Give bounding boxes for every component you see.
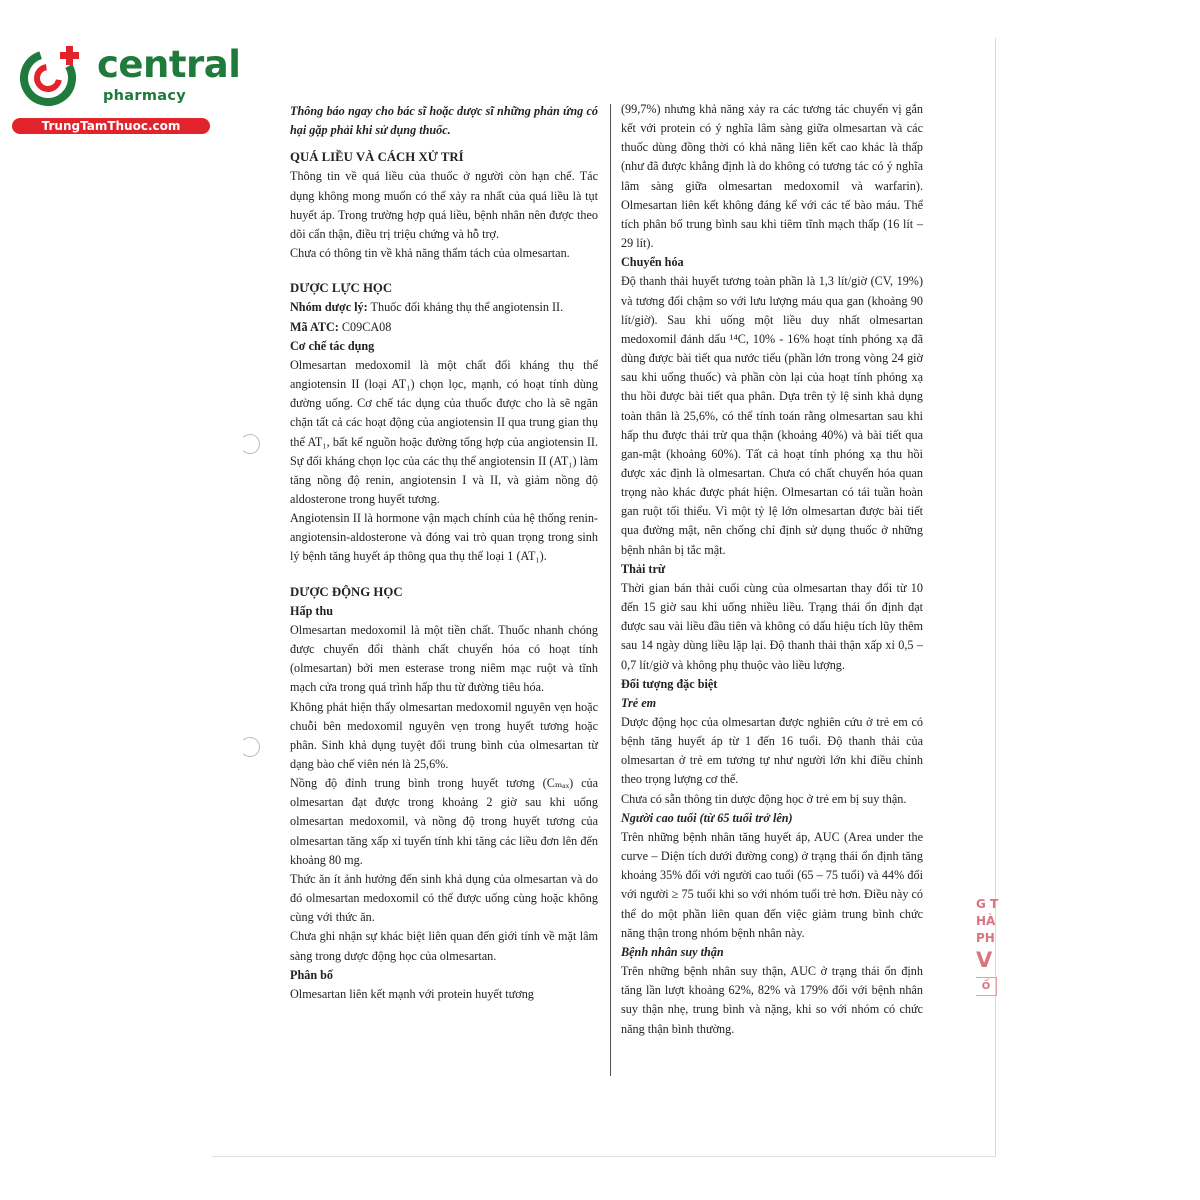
stamp-letters: PH	[976, 931, 995, 945]
pharmacy-cross-icon	[12, 40, 92, 116]
subsection-heading: Phân bố	[290, 967, 334, 982]
logo-website: TrungTamThuoc.com	[12, 118, 210, 134]
section-heading: DƯỢC LỰC HỌC	[290, 281, 393, 296]
logo-subtitle: pharmacy	[103, 88, 186, 104]
stamp-letters: Ố	[976, 977, 997, 996]
field-value: Thuốc đối kháng thụ thể angiotensin II.	[367, 300, 564, 315]
column-divider	[610, 104, 611, 1076]
paragraph: Trên những bệnh nhân tăng huyết áp, AUC (Area under the curve – Diện tích dưới đường cong) ở trạng thái ổn định tăng khoảng 35% đối với người cao tuổi (65 – 75 tuổi) và 44% đối với người ≥ 75 tuổi khi so với nhóm tuổi trẻ hơn. Điều này có thể do một phần liên quan đến việc giảm trung bình chức năng thận trong nhóm bệnh nhân này.	[621, 829, 923, 940]
paragraph: (99,7%) nhưng khả năng xảy ra các tương tác chuyển vị gắn kết với protein có ý nghĩa lâm sàng giữa olmesartan và các thuốc dùng đồng thời có khả năng liên kết cao khác là thấp (như đã được khẳng định là do không có tương tác có ý nghĩa lâm sàng giữa olmesartan medoxomil và warfarin). Olmesartan liên kết không đáng kể với các tế bào máu. Thể tích phân bố trung bình sau khi tiêm tĩnh mạch thấp (16 lít – 29 lít).	[621, 102, 923, 251]
paragraph: Angiotensin II là hormone vận mạch chính của hệ thống renin-angiotensin-aldosterone và đóng vai trò quan trọng trong sinh lý bệnh tăng huyết áp thông qua thụ thể loại 1 (AT₁).	[290, 511, 598, 564]
section-heading: DƯỢC ĐỘNG HỌC	[290, 584, 403, 599]
paragraph: Thông tin về quá liều của thuốc ở người còn hạn chế. Tác dụng không mong muốn có thể xảy ra nhất của quá liều là tụt huyết áp. Trong trường hợp quá liều, bệnh nhân nên được theo dõi cẩn thận, điều trị triệu chứng và hỗ trợ.	[290, 169, 598, 241]
paragraph: Nồng độ đỉnh trung bình trong huyết tương (Cₘₐₓ) của olmesartan đạt được trong khoảng 2 giờ sau khi uống olmesartan medoxomil, và nồng độ trong huyết tương của olmesartan tăng xấp xỉ tuyến tính khi tăng các liều đơn lên đến khoảng 80 mg.	[290, 776, 598, 867]
central-pharmacy-logo	[12, 38, 241, 138]
subsection-heading: Thải trừ	[621, 561, 666, 576]
paragraph	[290, 318, 598, 337]
paragraph: Olmesartan medoxomil là một tiền chất. Thuốc nhanh chóng được chuyển đổi thành chất chuyển hóa có hoạt tính (olmesartan) bởi men esterase trong niêm mạc ruột và tĩnh mạch cửa trong quá trình hấp thu từ đường tiêu hóa.	[290, 622, 598, 695]
punch-hole	[240, 434, 260, 454]
subsection-heading: Đối tượng đặc biệt	[621, 676, 718, 691]
field-value: C09CA08	[338, 319, 392, 334]
stamp-letters: G T	[976, 897, 999, 911]
group-heading: Trẻ em	[621, 695, 657, 710]
group-heading: Bệnh nhân suy thận	[621, 944, 724, 959]
group-heading: Người cao tuổi (từ 65 tuổi trở lên)	[621, 810, 793, 825]
field-label: Mã ATC:	[290, 319, 339, 334]
notice-text: Thông báo ngay cho bác sĩ hoặc dược sĩ những phản ứng có hại gặp phải khi sử dụng thuốc.	[290, 104, 598, 138]
subsection-heading: Cơ chế tác dụng	[290, 338, 375, 353]
logo-brand-name: central	[97, 43, 241, 86]
right-text-column	[621, 100, 923, 1039]
red-stamp-fragment	[976, 896, 1006, 996]
subsection-heading: Chuyển hóa	[621, 255, 684, 270]
paragraph: Chưa có sẵn thông tin dược động học ở trẻ em bị suy thận.	[621, 791, 907, 806]
paragraph: Thời gian bán thải cuối cùng của olmesartan thay đổi từ 10 đến 15 giờ sau khi uống nhiều liều. Trạng thái ổn định đạt được sau vài liều đầu tiên và không có dấu hiệu tích lũy thêm sau 14 ngày dùng liều lặp lại. Độ thanh thải thận xấp xỉ 0,5 – 0,7 lít/giờ và không phụ thuộc vào liều lượng.	[621, 580, 923, 672]
paragraph: Olmesartan medoxomil là một chất đối kháng thụ thể angiotensin II (loại AT₁) chọn lọc, mạnh, có hoạt tính dùng đường uống. Cơ chế tác dụng của thuốc được cho là sẽ ngăn chặn tất cả các hoạt động của angiotensin II qua trung gian thụ thể AT₁, bất kể nguồn hoặc đường tổng hợp của angiotensin II. Sự đối kháng chọn lọc của các thụ thể angiotensin II (AT₁) làm tăng nồng độ renin, angiotensin I và II, và giảm nồng độ aldosterone trong huyết tương.	[290, 357, 598, 506]
paragraph: Độ thanh thải huyết tương toàn phần là 1,3 lít/giờ (CV, 19%) và tương đối chậm so với lưu lượng máu qua gan (khoảng 90 lít/giờ). Sau khi uống một liều duy nhất olmesartan medoxomil đánh dấu ¹⁴C, 10% - 16% hoạt tính phóng xạ đã dùng được bài tiết qua nước tiểu (phần lớn trong vòng 24 giờ sau khi uống thuốc) và phần còn lại của hoạt tính phóng xạ thu hồi được bài tiết qua phân. Dựa trên tỷ lệ sinh khả dụng toàn thân là 25,6%, có thể tính toán rằng olmesartan sau khi hấp thu được thải trừ qua thận (khoảng 40%) và bài tiết qua gan-mật (khoảng 60%). Tất cả hoạt tính phóng xạ thu hồi được xác định là olmesartan. Chưa có chất chuyển hóa quan trọng nào khác được phát hiện. Olmesartan có tái tuần hoàn gan ruột tối thiểu. Vì một tỷ lệ lớn olmesartan được bài tiết qua đường mật, nên chống chỉ định sử dụng thuốc ở những bệnh nhân bị tắc mật.	[621, 274, 923, 557]
subsection-heading: Hấp thu	[290, 603, 334, 618]
paragraph: Chưa ghi nhận sự khác biệt liên quan đến giới tính về mặt lâm sàng trong dược động học của olmesartan.	[290, 929, 598, 963]
paragraph	[290, 298, 598, 317]
paragraph: Không phát hiện thấy olmesartan medoxomil nguyên vẹn hoặc chuỗi bên medoxomil nguyên vẹn trong huyết tương hoặc phân. Sinh khả dụng tuyệt đối trung bình của olmesartan từ dạng bào chế viên nén là 25,6%.	[290, 699, 598, 771]
paragraph: Olmesartan liên kết mạnh với protein huyết tương	[290, 986, 534, 1001]
section-heading: QUÁ LIỀU VÀ CÁCH XỬ TRÍ	[290, 150, 464, 165]
paragraph: Thức ăn ít ảnh hưởng đến sinh khả dụng của olmesartan và do đó olmesartan medoxomil có thể được uống cùng hoặc không cùng với thức ăn.	[290, 871, 598, 925]
paragraph: Chưa có thông tin về khả năng thẩm tách của olmesartan.	[290, 246, 570, 261]
punch-hole	[240, 737, 260, 757]
paragraph: Trên những bệnh nhân suy thận, AUC ở trạng thái ổn định tăng lần lượt khoảng 62%, 82% và 179% đối với bệnh nhân suy thận nhẹ, trung bình và nặng, khi so với nhóm có chức năng thận bình thường.	[621, 964, 923, 1036]
stamp-letters: HÀ	[976, 914, 996, 928]
stamp-letters: V	[976, 948, 993, 972]
field-label: Nhóm dược lý:	[290, 300, 368, 315]
left-text-column	[290, 102, 598, 1004]
paragraph: Dược động học của olmesartan được nghiên cứu ở trẻ em có bệnh tăng huyết áp từ 1 đến 16 tuổi. Độ thanh thải của olmesartan ở trẻ em tương tự như người lớn khi điều chỉnh theo trọng lượng cơ thể.	[621, 715, 923, 787]
